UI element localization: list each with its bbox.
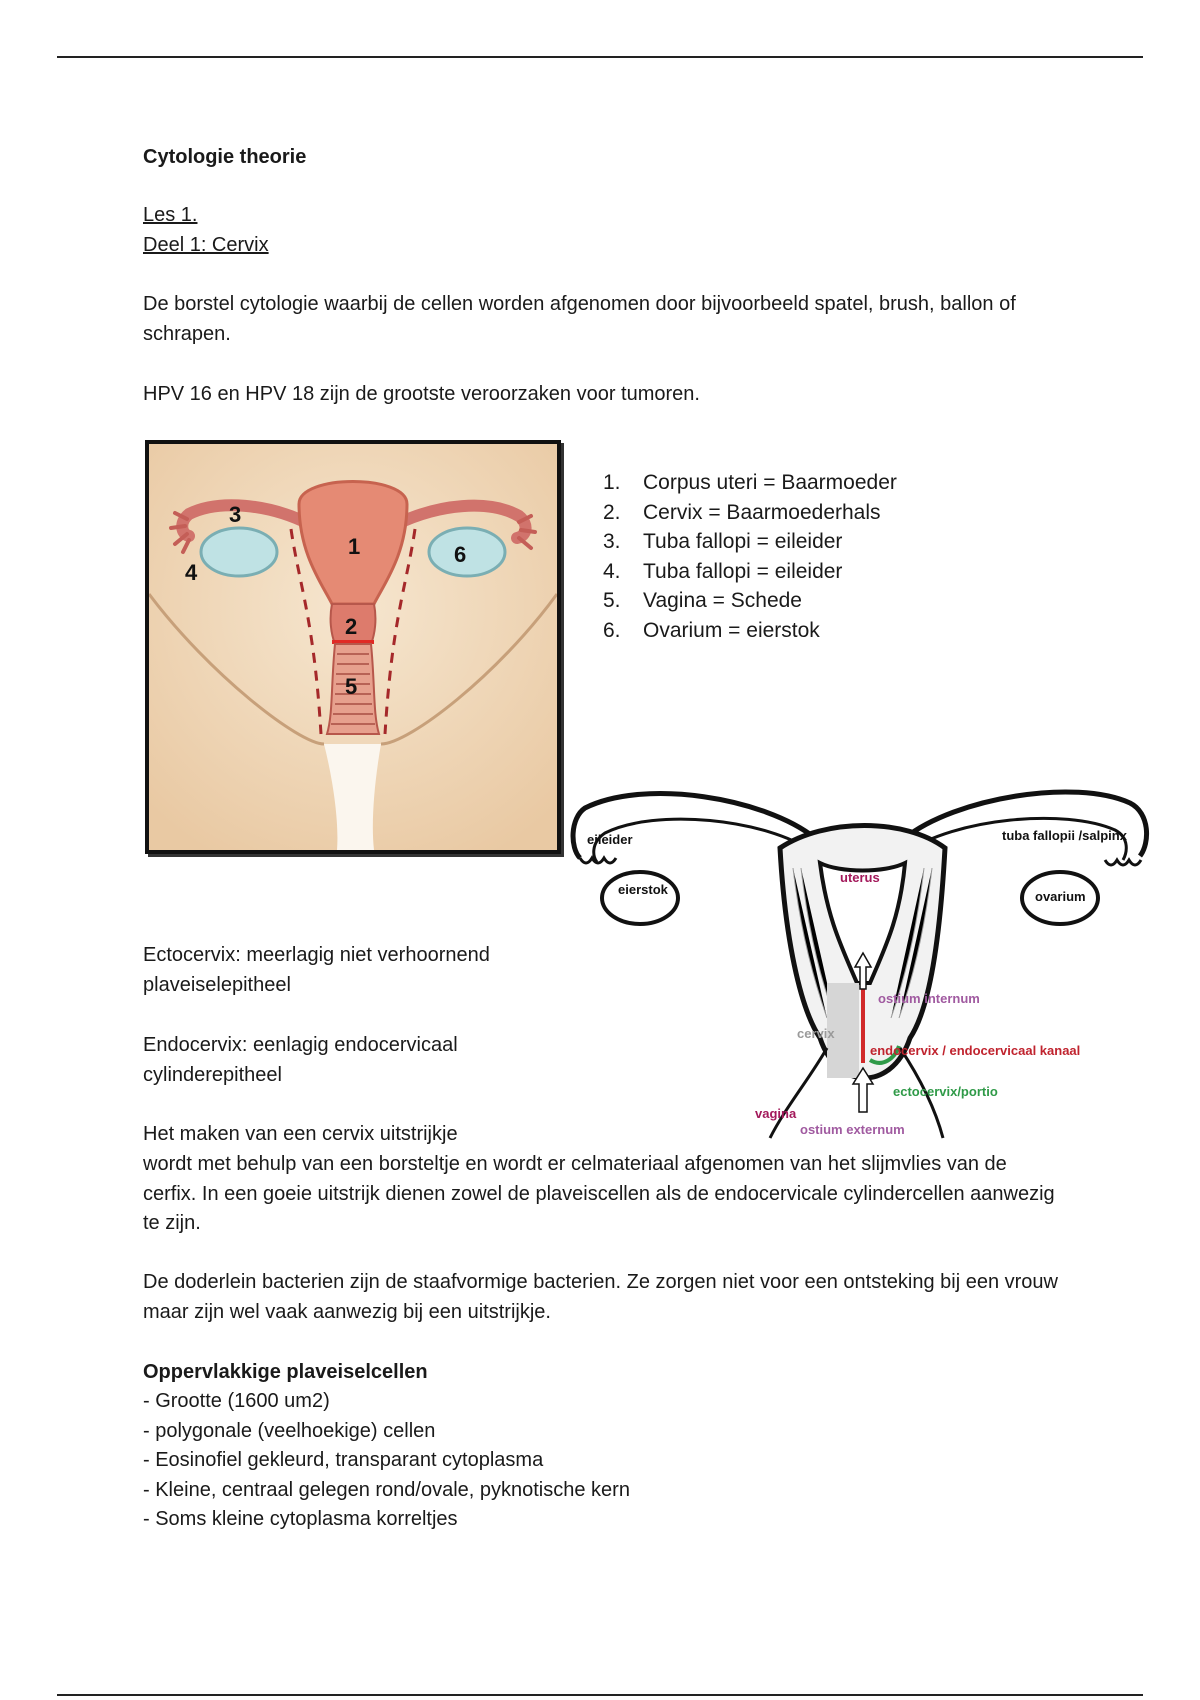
legend-item: 4. Tuba fallopi = eileider — [603, 559, 843, 583]
label-ostium-externum: ostium externum — [800, 1122, 905, 1137]
label-ostium-internum: ostium internum — [878, 991, 980, 1006]
intro-paragraph: De borstel cytologie waarbij de cellen worden afgenomen door bijvoorbeeld spatel, brush, ballon of schrapen. — [143, 293, 1016, 345]
legend-item: 5. Vagina = Schede — [603, 589, 802, 612]
legend-item: 1. Corpus uteri = Baarmoeder — [603, 471, 897, 494]
label-cervix: cervix — [797, 1026, 835, 1041]
legend-item: 6. Ovarium = eierstok — [603, 618, 820, 642]
label-eierstok: eierstok — [618, 882, 668, 897]
uterus-line-diagram — [565, 778, 1155, 1146]
uterus-illustration — [145, 440, 561, 854]
list-item: - Kleine, centraal gelegen rond/ovale, pyknotische kern — [143, 1478, 630, 1501]
smear-line-1: Het maken van een cervix uitstrijkje — [143, 1123, 458, 1145]
list-item: - polygonale (veelhoekige) cellen — [143, 1419, 436, 1442]
endocervix-line-2: cylinderepitheel — [143, 1064, 282, 1086]
footer-rule — [57, 1694, 1143, 1696]
fig1-number-2: 2 — [345, 614, 358, 639]
doderlein-paragraph: De doderlein bacterien zijn de staafvormige bacterien. Ze zorgen niet voor een ontsteking bij een vrouw maar zijn wel vaak aanwezig bij een uitstrijkje. — [143, 1271, 1058, 1323]
endocervix-line-1: Endocervix: eenlagig endocervicaal — [143, 1034, 458, 1056]
header-rule — [57, 56, 1143, 58]
list-item: - Eosinofiel gekleurd, transparant cytoplasma — [143, 1449, 544, 1471]
label-vagina: vagina — [755, 1106, 797, 1121]
label-tuba: tuba fallopii /salpinx — [1002, 828, 1127, 843]
fig1-number-6: 6 — [454, 542, 467, 567]
part-heading: Deel 1: Cervix — [143, 234, 269, 256]
list-item: - Grootte (1600 um2) — [143, 1390, 330, 1412]
label-eileider: eileider — [587, 832, 633, 847]
lesson-heading: Les 1. — [143, 204, 198, 226]
label-endocervix: endocervix / endocervicaal kanaal — [870, 1043, 1081, 1058]
superficial-cells-heading: Oppervlakkige plaveiselcellen — [143, 1361, 428, 1383]
ectocervix-line-1: Ectocervix: meerlagig niet verhoornend — [143, 944, 490, 966]
label-ectocervix: ectocervix/portio — [893, 1084, 998, 1099]
label-ovarium: ovarium — [1035, 889, 1086, 904]
list-item: - Soms kleine cytoplasma korreltjes — [143, 1508, 458, 1530]
legend-item: 2. Cervix = Baarmoederhals — [603, 500, 881, 524]
document-title: Cytologie theorie — [143, 146, 307, 168]
smear-paragraph: wordt met behulp van een borsteltje en wordt er celmateriaal afgenomen van het slijmvlies van de cerfix. In een goeie uitstrijk dienen zowel de plaveiscellen als de endocervicale cylindercellen aanwezig te zijn. — [143, 1153, 1055, 1234]
hpv-paragraph: HPV 16 en HPV 18 zijn de grootste veroorzaken voor tumoren. — [143, 383, 700, 405]
ectocervix-line-2: plaveiselepitheel — [143, 974, 291, 996]
fig1-number-4: 4 — [185, 560, 198, 585]
fig1-number-5: 5 — [345, 674, 358, 699]
label-uterus: uterus — [840, 870, 880, 885]
legend-item: 3. Tuba fallopi = eileider — [603, 530, 843, 553]
fig1-number-1: 1 — [348, 534, 361, 559]
fig1-number-3: 3 — [229, 502, 242, 527]
superficial-cells-list — [143, 1387, 630, 1535]
anatomy-legend — [603, 468, 897, 645]
